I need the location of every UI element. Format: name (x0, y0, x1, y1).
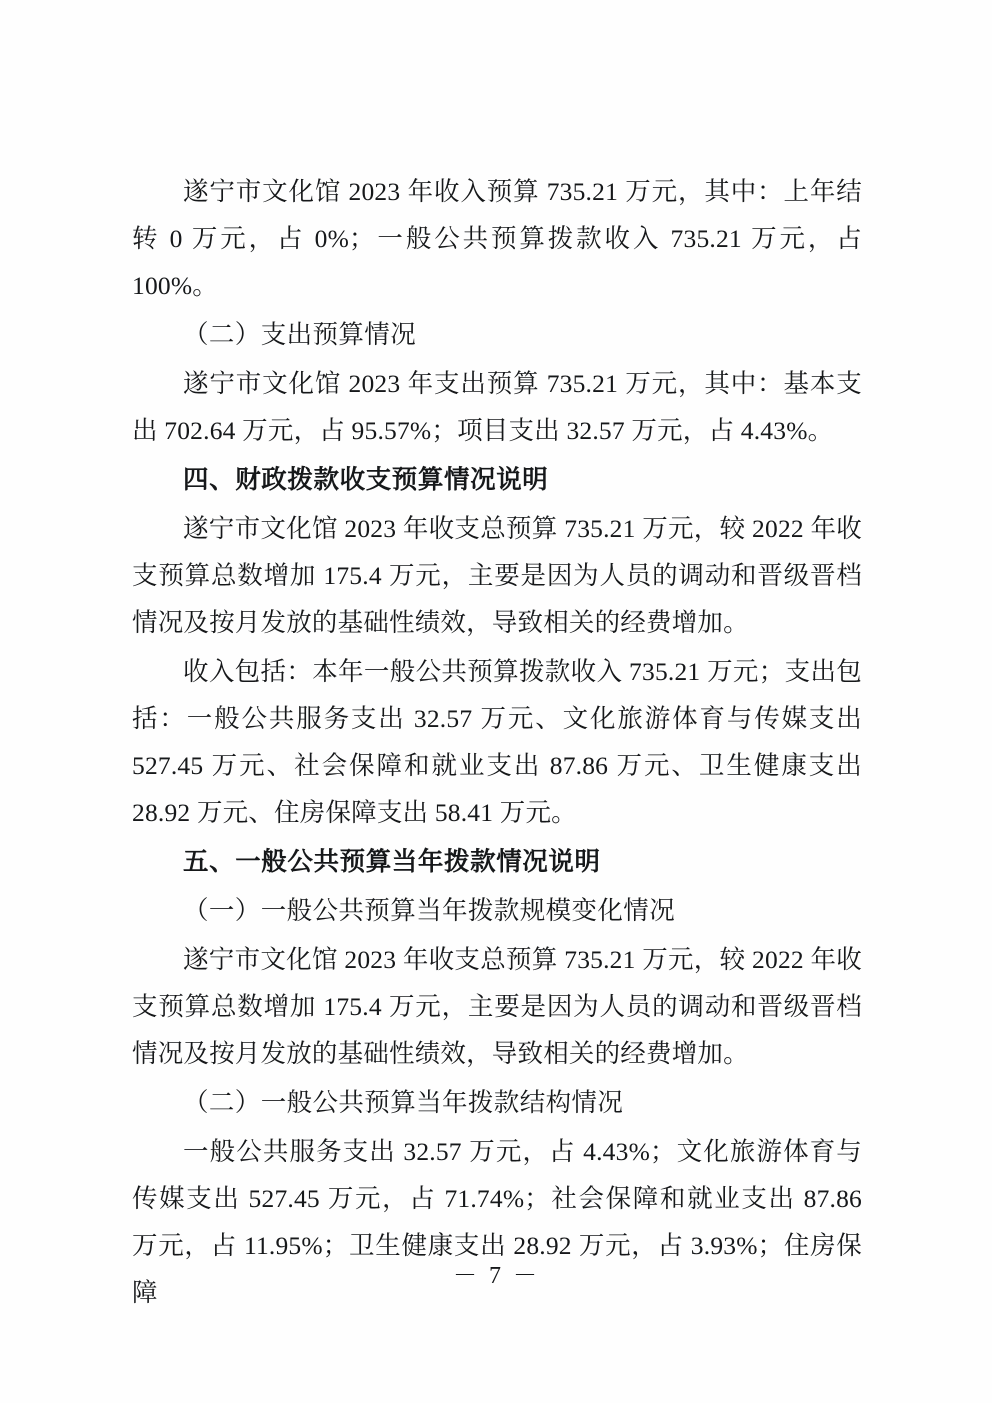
subheading-expenditure-budget: （二）支出预算情况 (183, 320, 417, 349)
subheading-appropriation-scale-change: （一）一般公共预算当年拨款规模变化情况 (183, 896, 676, 925)
footer-dash-left: － (453, 1263, 479, 1289)
paragraph-income-budget: 遂宁市文化馆 2023 年收入预算 735.21 万元，其中：上年结转 0 万元，占 0%；一般公共预算拨款收入 735.21 万元，占 100%。 (132, 177, 862, 300)
paragraph-expenditure-budget: 遂宁市文化馆 2023 年支出预算 735.21 万元，其中：基本支出 702.64 万元，占 95.57%；项目支出 32.57 万元，占 4.43%。 (132, 369, 862, 445)
document-body (132, 168, 862, 1318)
page-footer (0, 1255, 992, 1290)
subheading-appropriation-structure: （二）一般公共预算当年拨款结构情况 (183, 1088, 624, 1117)
paragraph-appropriation-structure: 一般公共服务支出 32.57 万元，占 4.43%；文化旅游体育与传媒支出 527.45 万元，占 71.74%；社会保障和就业支出 87.86 万元，占 11.95%；卫生健康支出 28.92 万元，占 3.93%；住房保障 (132, 1137, 862, 1307)
paragraph-fiscal-total-budget: 遂宁市文化馆 2023 年收支总预算 735.21 万元，较 2022 年收支预算总数增加 175.4 万元，主要是因为人员的调动和晋级晋档情况及按月发放的基础性绩效，导致相关的经费增加。 (132, 514, 862, 637)
heading-section-five: 五、一般公共预算当年拨款情况说明 (183, 847, 601, 876)
paragraph-appropriation-scale-change: 遂宁市文化馆 2023 年收支总预算 735.21 万元，较 2022 年收支预算总数增加 175.4 万元，主要是因为人员的调动和晋级晋档情况及按月发放的基础性绩效，导致相关的经费增加。 (132, 945, 862, 1068)
page-number: 7 (489, 1263, 503, 1289)
footer-dash-right: － (513, 1263, 539, 1289)
paragraph-income-expenditure-breakdown: 收入包括：本年一般公共预算拨款收入 735.21 万元；支出包括：一般公共服务支出 32.57 万元、文化旅游体育与传媒支出 527.45 万元、社会保障和就业支出 87.86 万元、卫生健康支出 28.92 万元、住房保障支出 58.41 万元。 (132, 657, 862, 827)
heading-section-four: 四、财政拨款收支预算情况说明 (183, 465, 549, 494)
